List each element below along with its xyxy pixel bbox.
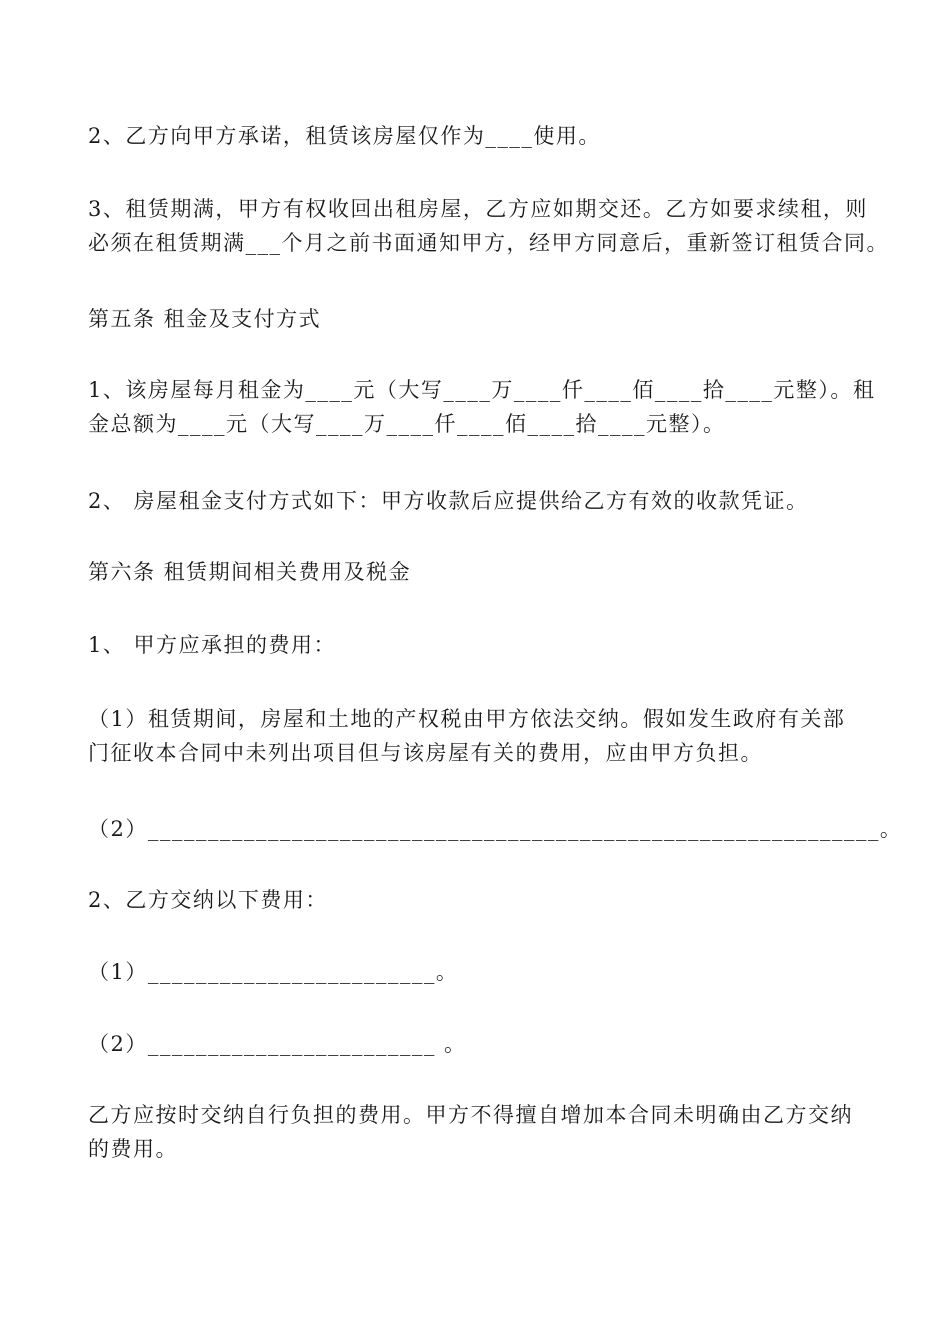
clause-6-item-1-sub-1 bbox=[88, 702, 878, 770]
clause-6-item-2-sub-2 bbox=[88, 1027, 878, 1061]
text-line: 1、该房屋每月租金为____元（大写____万____仟____佰____拾____元整）。租 bbox=[88, 378, 876, 402]
text-line: 2、乙方交纳以下费用： bbox=[88, 888, 328, 912]
text-line: （1）________________________。 bbox=[88, 960, 459, 984]
clause-6-closing bbox=[88, 1098, 878, 1166]
text-line: 2、 房屋租金支付方式如下：甲方收款后应提供给乙方有效的收款凭证。 bbox=[88, 489, 809, 513]
text-line: 金总额为____元（大写____万____仟____佰____拾____元整）。 bbox=[88, 412, 726, 436]
text-line: 3、租赁期满，甲方有权收回出租房屋，乙方应如期交还。乙方如要求续租，则 bbox=[88, 197, 868, 221]
text-line: 必须在租赁期满___个月之前书面通知甲方，经甲方同意后，重新签订租赁合同。 bbox=[88, 231, 889, 255]
section-heading: 第六条 租赁期间相关费用及税金 bbox=[88, 560, 412, 584]
text-line: 门征收本合同中未列出项目但与该房屋有关的费用，应由甲方负担。 bbox=[88, 741, 763, 765]
text-line: （2）________________________ 。 bbox=[88, 1032, 467, 1056]
clause-4-item-2 bbox=[88, 119, 878, 153]
clause-5-item-2 bbox=[88, 484, 878, 518]
text-line: （1）租赁期间，房屋和土地的产权税由甲方依法交纳。假如发生政府有关部 bbox=[88, 707, 846, 731]
clause-4-item-3 bbox=[88, 192, 889, 260]
clause-6-item-1 bbox=[88, 628, 878, 662]
clause-6-heading bbox=[88, 555, 878, 589]
text-line: 乙方应按时交纳自行负担的费用。甲方不得擅自增加本合同未明确由乙方交纳 bbox=[88, 1103, 853, 1127]
clause-6-item-2-sub-1 bbox=[88, 955, 878, 989]
text-line: 的费用。 bbox=[88, 1137, 178, 1161]
clause-6-item-2 bbox=[88, 883, 878, 917]
document-page bbox=[88, 0, 903, 1344]
section-heading: 第五条 租金及支付方式 bbox=[88, 307, 322, 331]
clause-6-item-1-sub-2 bbox=[88, 812, 903, 846]
text-line: （2）_____________________________________________________________。 bbox=[88, 817, 903, 841]
clause-5-item-1 bbox=[88, 373, 878, 441]
clause-5-heading bbox=[88, 302, 878, 336]
text-line: 2、乙方向甲方承诺，租赁该房屋仅作为____使用。 bbox=[88, 124, 601, 148]
text-line: 1、 甲方应承担的费用： bbox=[88, 633, 337, 657]
